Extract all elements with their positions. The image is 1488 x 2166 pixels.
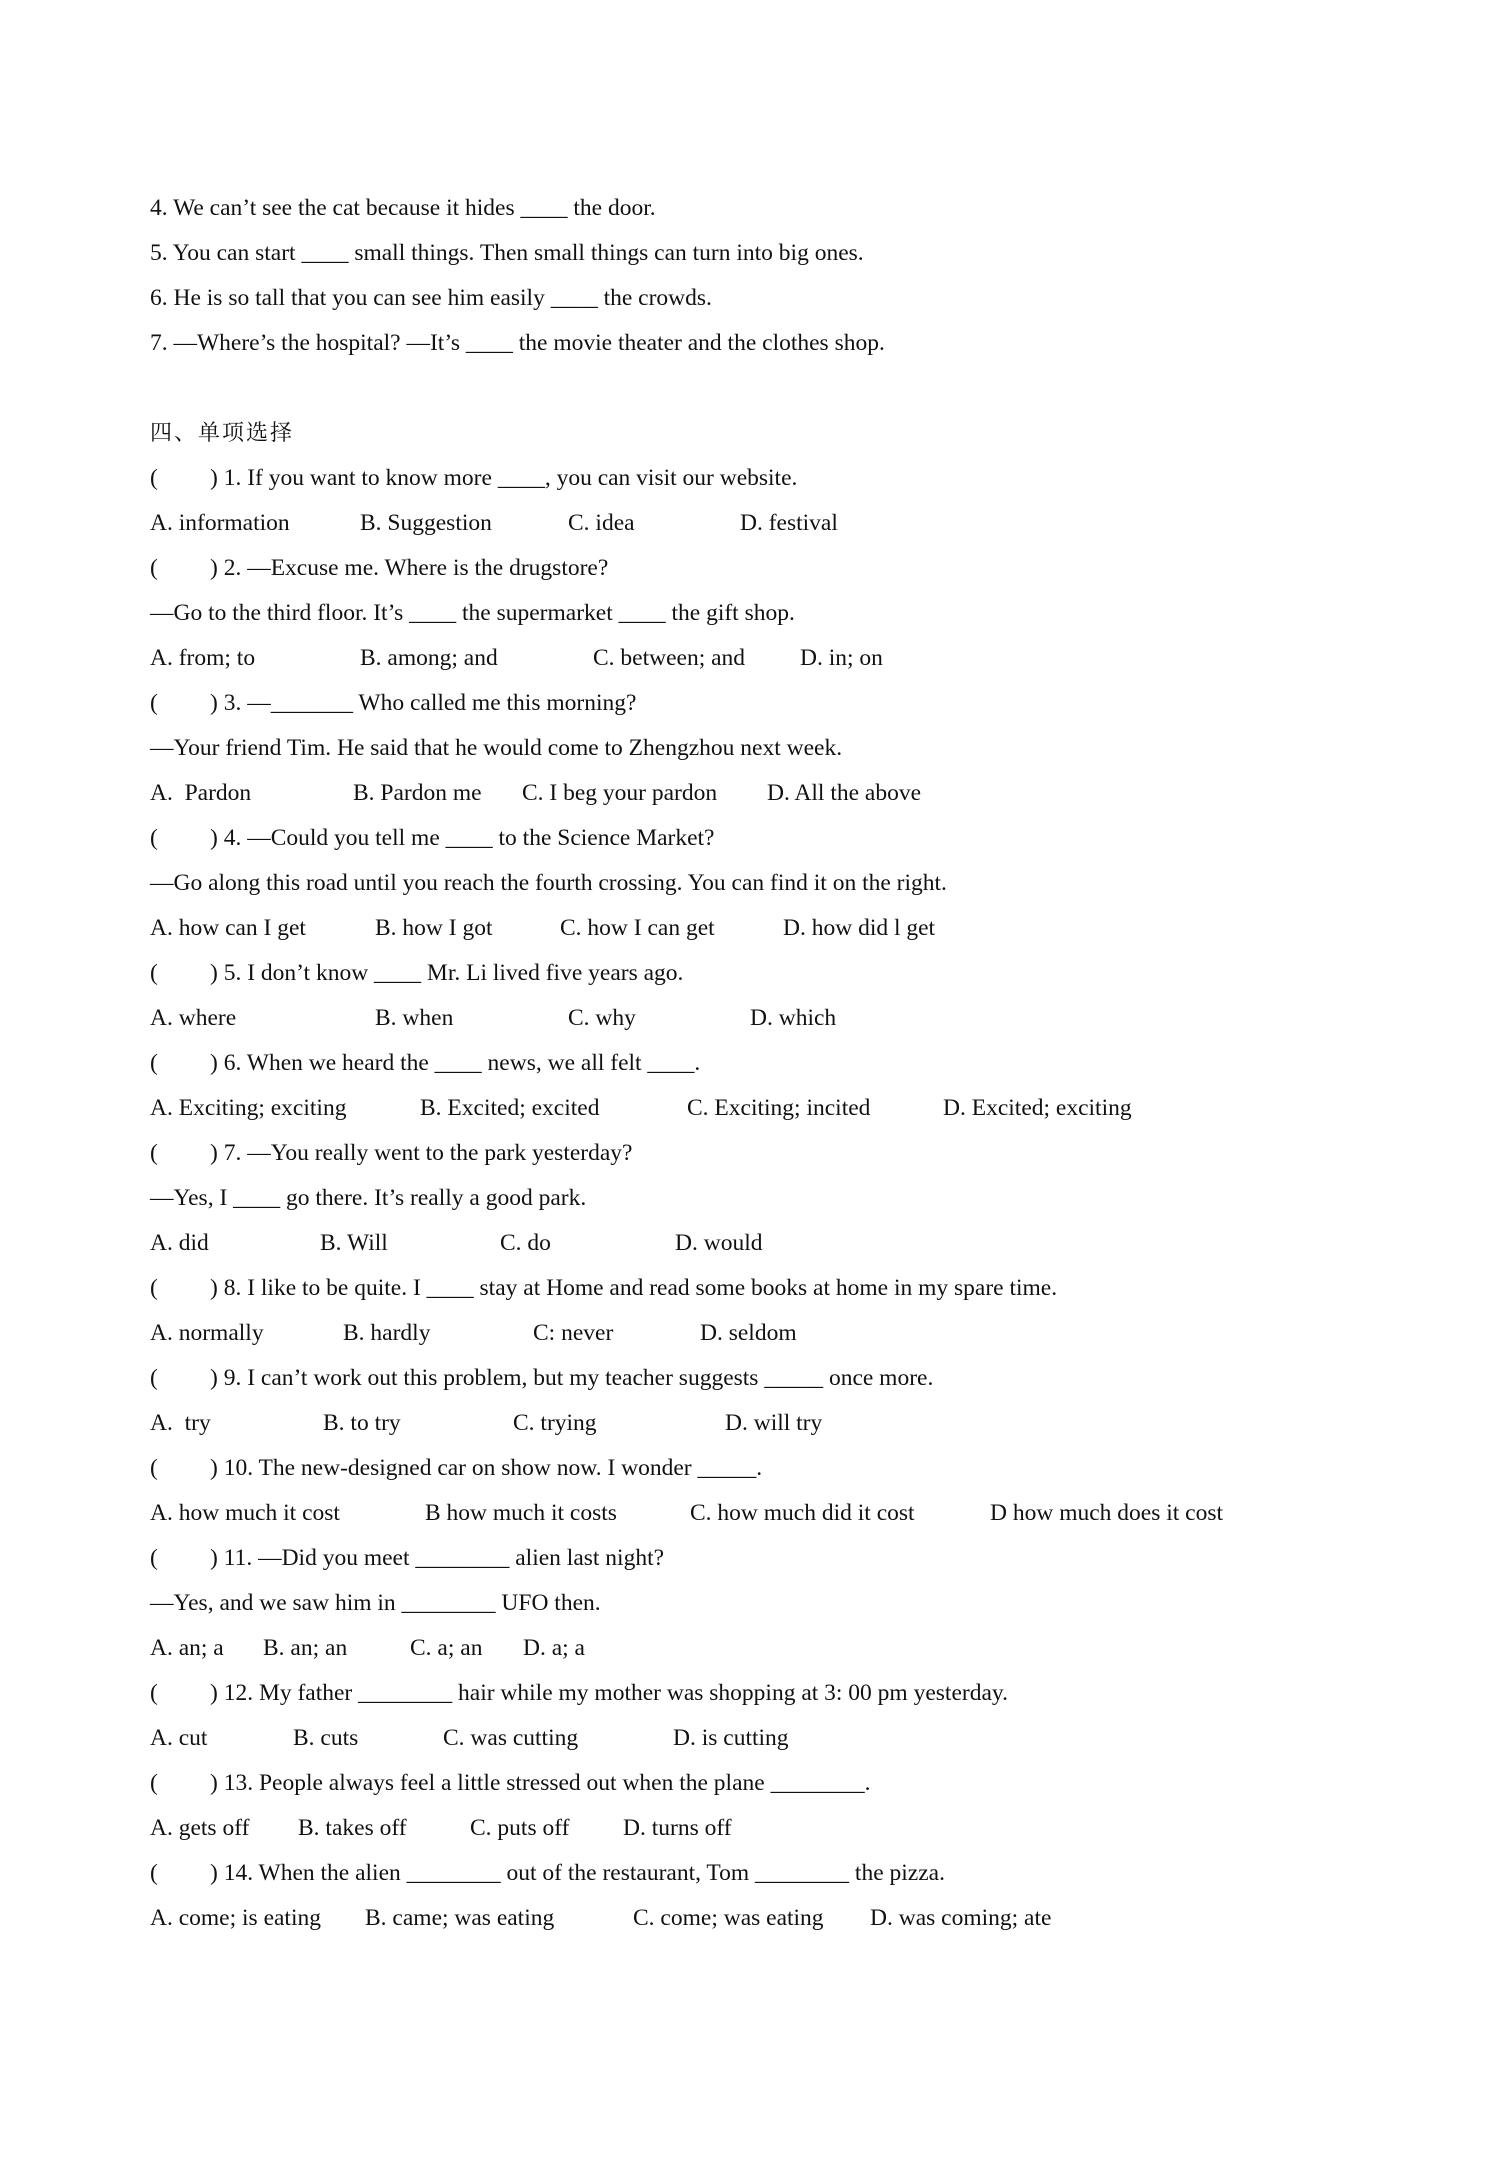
option-a: A. how much it cost bbox=[150, 1500, 340, 1526]
option-a: A. where bbox=[150, 1005, 237, 1031]
options-7 bbox=[150, 1221, 1350, 1266]
question-stem: ) 11. —Did you meet ________ alien last night? bbox=[210, 1545, 665, 1571]
answer-paren: ( bbox=[150, 1140, 158, 1166]
question-stem: ) 14. When the alien ________ out of the restaurant, Tom ________ the pizza. bbox=[210, 1860, 945, 1886]
options-14 bbox=[150, 1896, 1350, 1941]
options-9 bbox=[150, 1401, 1350, 1446]
option-d: D. a; a bbox=[523, 1635, 585, 1661]
option-c: C. how much did it cost bbox=[690, 1500, 915, 1526]
option-a: A. did bbox=[150, 1230, 209, 1256]
question-stem: ) 6. When we heard the ____ news, we all felt ____. bbox=[210, 1050, 701, 1076]
option-b: B. came; was eating bbox=[365, 1905, 555, 1931]
option-d: D. festival bbox=[740, 510, 838, 536]
answer-paren: ( bbox=[150, 1455, 158, 1481]
question-stem: ) 2. —Excuse me. Where is the drugstore? bbox=[210, 555, 609, 581]
question-stem: ) 8. I like to be quite. I ____ stay at Home and read some books at home in my spare time. bbox=[210, 1275, 1058, 1301]
fill-in-item-7: 7. —Where’s the hospital? —It’s ____ the movie theater and the clothes shop. bbox=[150, 330, 885, 356]
question-3 bbox=[150, 681, 1350, 726]
option-a: A. an; a bbox=[150, 1635, 224, 1661]
option-b: B. Excited; excited bbox=[420, 1095, 600, 1121]
question-2-dialog: —Go to the third floor. It’s ____ the supermarket ____ the gift shop. bbox=[150, 600, 795, 626]
question-7 bbox=[150, 1131, 1350, 1176]
question-stem: ) 10. The new-designed car on show now. I wonder _____. bbox=[210, 1455, 763, 1481]
question-stem: ) 1. If you want to know more ____, you can visit our website. bbox=[210, 465, 798, 491]
option-d: D. would bbox=[675, 1230, 763, 1256]
option-d: D. was coming; ate bbox=[870, 1905, 1052, 1931]
answer-paren: ( bbox=[150, 1365, 158, 1391]
question-8 bbox=[150, 1266, 1350, 1311]
question-11 bbox=[150, 1536, 1350, 1581]
question-13 bbox=[150, 1761, 1350, 1806]
option-b: B. Will bbox=[320, 1230, 388, 1256]
option-b: B. Suggestion bbox=[360, 510, 492, 536]
option-b: B. how I got bbox=[375, 915, 493, 941]
option-b: B. when bbox=[375, 1005, 454, 1031]
question-4 bbox=[150, 816, 1350, 861]
option-d: D. how did l get bbox=[783, 915, 936, 941]
answer-paren: ( bbox=[150, 690, 158, 716]
answer-paren: ( bbox=[150, 960, 158, 986]
option-a: A. from; to bbox=[150, 645, 256, 671]
question-1 bbox=[150, 456, 1350, 501]
option-c: C. was cutting bbox=[443, 1725, 579, 1751]
option-d: D. which bbox=[750, 1005, 837, 1031]
question-stem: ) 7. —You really went to the park yesterday? bbox=[210, 1140, 633, 1166]
option-a: A. Pardon bbox=[150, 780, 252, 806]
question-10 bbox=[150, 1446, 1350, 1491]
question-3-dialog: —Your friend Tim. He said that he would come to Zhengzhou next week. bbox=[150, 735, 843, 761]
option-b: B. Pardon me bbox=[353, 780, 482, 806]
option-c: C. trying bbox=[513, 1410, 597, 1436]
option-a: A. come; is eating bbox=[150, 1905, 321, 1931]
answer-paren: ( bbox=[150, 555, 158, 581]
answer-paren: ( bbox=[150, 1050, 158, 1076]
options-4 bbox=[150, 906, 1350, 951]
option-a: A. information bbox=[150, 510, 290, 536]
option-b: B how much it costs bbox=[425, 1500, 617, 1526]
option-c: C. how I can get bbox=[560, 915, 715, 941]
option-b: B. an; an bbox=[263, 1635, 348, 1661]
question-stem: ) 4. —Could you tell me ____ to the Science Market? bbox=[210, 825, 715, 851]
options-2 bbox=[150, 636, 1350, 681]
option-c: C. between; and bbox=[593, 645, 746, 671]
question-stem: ) 3. —_______ Who called me this morning? bbox=[210, 690, 637, 716]
option-b: B. hardly bbox=[343, 1320, 431, 1346]
options-8 bbox=[150, 1311, 1350, 1356]
question-11-dialog: —Yes, and we saw him in ________ UFO then. bbox=[150, 1590, 601, 1616]
question-9 bbox=[150, 1356, 1350, 1401]
option-c: C. idea bbox=[568, 510, 635, 536]
option-b: B. to try bbox=[323, 1410, 401, 1436]
option-a: A. try bbox=[150, 1410, 211, 1436]
option-c: C. do bbox=[500, 1230, 551, 1256]
options-5 bbox=[150, 996, 1350, 1041]
options-13 bbox=[150, 1806, 1350, 1851]
question-stem: ) 13. People always feel a little stressed out when the plane ________. bbox=[210, 1770, 871, 1796]
option-c: C. Exciting; incited bbox=[687, 1095, 871, 1121]
question-5 bbox=[150, 951, 1350, 996]
fill-in-item-6: 6. He is so tall that you can see him easily ____ the crowds. bbox=[150, 285, 712, 311]
options-6 bbox=[150, 1086, 1350, 1131]
option-a: A. Exciting; exciting bbox=[150, 1095, 347, 1121]
answer-paren: ( bbox=[150, 1770, 158, 1796]
answer-paren: ( bbox=[150, 1275, 158, 1301]
option-b: B. cuts bbox=[293, 1725, 359, 1751]
question-stem: ) 9. I can’t work out this problem, but my teacher suggests _____ once more. bbox=[210, 1365, 934, 1391]
question-stem: ) 5. I don’t know ____ Mr. Li lived five years ago. bbox=[210, 960, 684, 986]
question-12 bbox=[150, 1671, 1350, 1716]
option-c: C. a; an bbox=[410, 1635, 483, 1661]
option-d: D. Excited; exciting bbox=[943, 1095, 1132, 1121]
option-c: C. why bbox=[568, 1005, 636, 1031]
fill-in-item-5: 5. You can start ____ small things. Then small things can turn into big ones. bbox=[150, 240, 864, 266]
option-c: C. puts off bbox=[470, 1815, 570, 1841]
option-c: C: never bbox=[533, 1320, 614, 1346]
option-a: A. gets off bbox=[150, 1815, 250, 1841]
option-c: C. I beg your pardon bbox=[522, 780, 718, 806]
question-14 bbox=[150, 1851, 1350, 1896]
question-7-dialog: —Yes, I ____ go there. It’s really a good park. bbox=[150, 1185, 587, 1211]
options-12 bbox=[150, 1716, 1350, 1761]
option-d: D. turns off bbox=[623, 1815, 732, 1841]
option-d: D. seldom bbox=[700, 1320, 797, 1346]
option-a: A. cut bbox=[150, 1725, 208, 1751]
fill-in-section bbox=[150, 186, 1350, 366]
option-d: D. in; on bbox=[800, 645, 883, 671]
question-4-dialog: —Go along this road until you reach the fourth crossing. You can find it on the right. bbox=[150, 870, 947, 896]
fill-in-item-4: 4. We can’t see the cat because it hides ____ the door. bbox=[150, 195, 656, 221]
options-3 bbox=[150, 771, 1350, 816]
question-stem: ) 12. My father ________ hair while my mother was shopping at 3: 00 pm yesterday. bbox=[210, 1680, 1008, 1706]
question-6 bbox=[150, 1041, 1350, 1086]
answer-paren: ( bbox=[150, 465, 158, 491]
worksheet-page bbox=[150, 186, 1350, 1941]
option-d: D. will try bbox=[725, 1410, 823, 1436]
answer-paren: ( bbox=[150, 1860, 158, 1886]
section-4-title: 四、单项选择 bbox=[150, 421, 295, 446]
option-d: D how much does it cost bbox=[990, 1500, 1224, 1526]
answer-paren: ( bbox=[150, 825, 158, 851]
option-a: A. normally bbox=[150, 1320, 264, 1346]
options-1 bbox=[150, 501, 1350, 546]
option-b: B. among; and bbox=[360, 645, 498, 671]
answer-paren: ( bbox=[150, 1680, 158, 1706]
option-d: D. All the above bbox=[767, 780, 922, 806]
option-d: D. is cutting bbox=[673, 1725, 789, 1751]
options-10 bbox=[150, 1491, 1350, 1536]
option-a: A. how can I get bbox=[150, 915, 306, 941]
answer-paren: ( bbox=[150, 1545, 158, 1571]
section-gap bbox=[150, 366, 1350, 411]
question-2 bbox=[150, 546, 1350, 591]
option-b: B. takes off bbox=[298, 1815, 407, 1841]
options-11 bbox=[150, 1626, 1350, 1671]
option-c: C. come; was eating bbox=[633, 1905, 824, 1931]
